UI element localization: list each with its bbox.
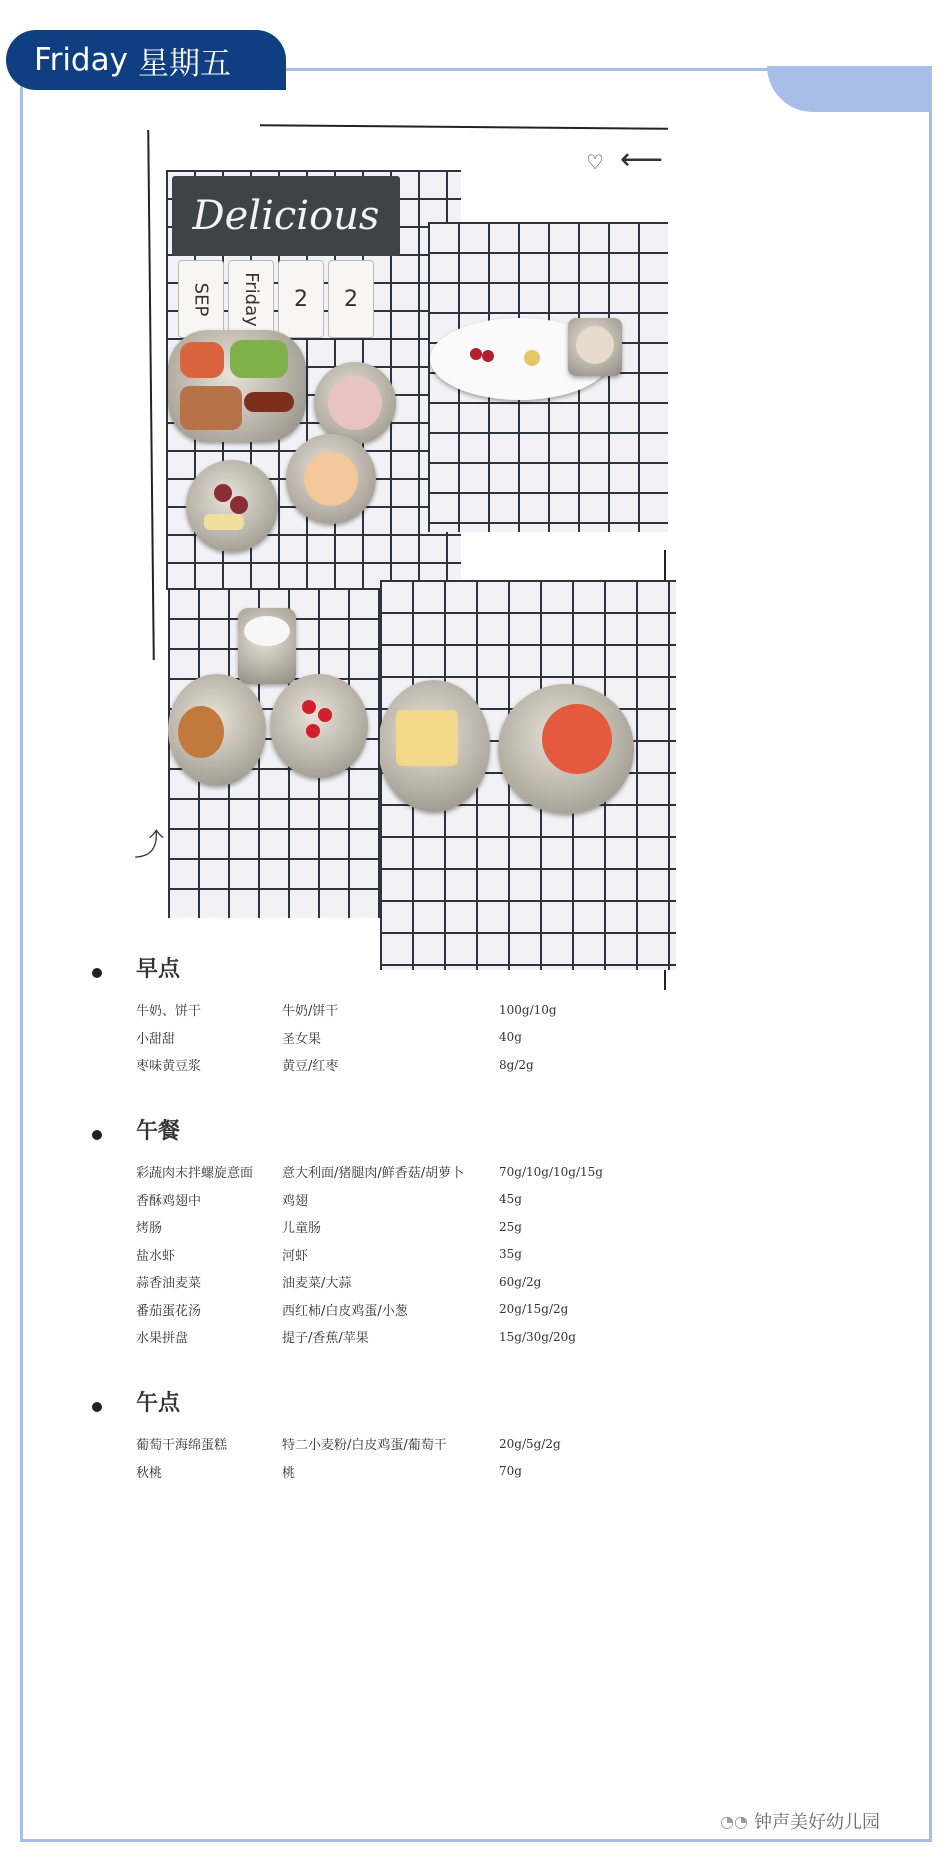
bullet-icon	[92, 968, 102, 978]
menu-row: 牛奶、饼干 牛奶/饼干 100g/10g	[136, 1002, 557, 1020]
section-afternoon-snack	[92, 1386, 852, 1485]
date-cards	[178, 260, 374, 338]
section-title: 午餐	[136, 1119, 181, 1144]
menu-row: 番茄蛋花汤 西红柿/白皮鸡蛋/小葱 20g/15g/2g	[136, 1302, 569, 1319]
footer-account	[720, 1808, 880, 1834]
fruit-plate	[186, 460, 278, 552]
menu-row: 香酥鸡翅中 鸡翅 45g	[136, 1192, 522, 1209]
section-lunch	[92, 1114, 852, 1351]
breakfast-photo	[428, 222, 668, 532]
menu-row: 蒜香油麦菜 油麦菜/大蒜 60g/2g	[136, 1274, 542, 1292]
day-english: Friday	[34, 42, 128, 78]
peach-plate	[286, 434, 376, 524]
arrow-left-icon: ⟵	[620, 142, 664, 177]
bullet-icon	[92, 1130, 102, 1140]
weekday-card: Friday	[228, 260, 274, 338]
biscuit-plate	[168, 674, 266, 786]
day-chinese: 星期五	[137, 45, 231, 82]
menu-row: 秋桃 桃 70g	[136, 1464, 522, 1481]
menu-row: 小甜甜 圣女果 40g	[136, 1030, 522, 1047]
date-digit-card: 2	[328, 260, 374, 338]
afternoon-snack-photo	[380, 580, 676, 970]
photo-collage	[134, 140, 800, 1080]
arrow-curve-icon: ⤴	[134, 828, 164, 863]
account-name: 钟声美好幼儿园	[754, 1812, 880, 1833]
section-title: 早点	[136, 957, 181, 982]
corner-decoration	[767, 66, 932, 112]
morning-snack-photo	[168, 588, 403, 918]
section-breakfast	[92, 952, 852, 1079]
month-card: SEP	[178, 260, 224, 338]
menu-row: 盐水虾 河虾 35g	[136, 1247, 522, 1264]
tomato-plate	[270, 674, 368, 778]
lunch-tray	[168, 330, 306, 442]
cake-plate	[380, 680, 490, 812]
soy-milk-cup	[568, 318, 622, 376]
heart-icon: ♡	[586, 150, 604, 174]
section-title: 午点	[136, 1391, 181, 1416]
menu-row: 葡萄干海绵蛋糕 特二小麦粉/白皮鸡蛋/葡萄干 20g/5g/2g	[136, 1436, 561, 1454]
menu-row: 烤肠 儿童肠 25g	[136, 1219, 522, 1237]
delicious-sign: Delicious	[172, 176, 400, 256]
bullet-icon	[92, 1402, 102, 1412]
date-digit-card: 2	[278, 260, 324, 338]
menu-row: 彩蔬肉末拌螺旋意面 意大利面/猪腿肉/鲜香菇/胡萝卜 70g/10g/10g/15g	[136, 1164, 603, 1182]
soup-bowl	[314, 362, 396, 444]
milk-cup	[238, 608, 296, 684]
menu-row: 水果拼盘 提子/香蕉/苹果 15g/30g/20g	[136, 1329, 576, 1347]
day-header	[6, 30, 286, 90]
wechat-icon: ◔◔	[720, 1811, 748, 1831]
peach-plate-2	[498, 684, 634, 814]
lunch-photo	[166, 170, 461, 590]
menu-row: 枣味黄豆浆 黄豆/红枣 8g/2g	[136, 1057, 534, 1075]
